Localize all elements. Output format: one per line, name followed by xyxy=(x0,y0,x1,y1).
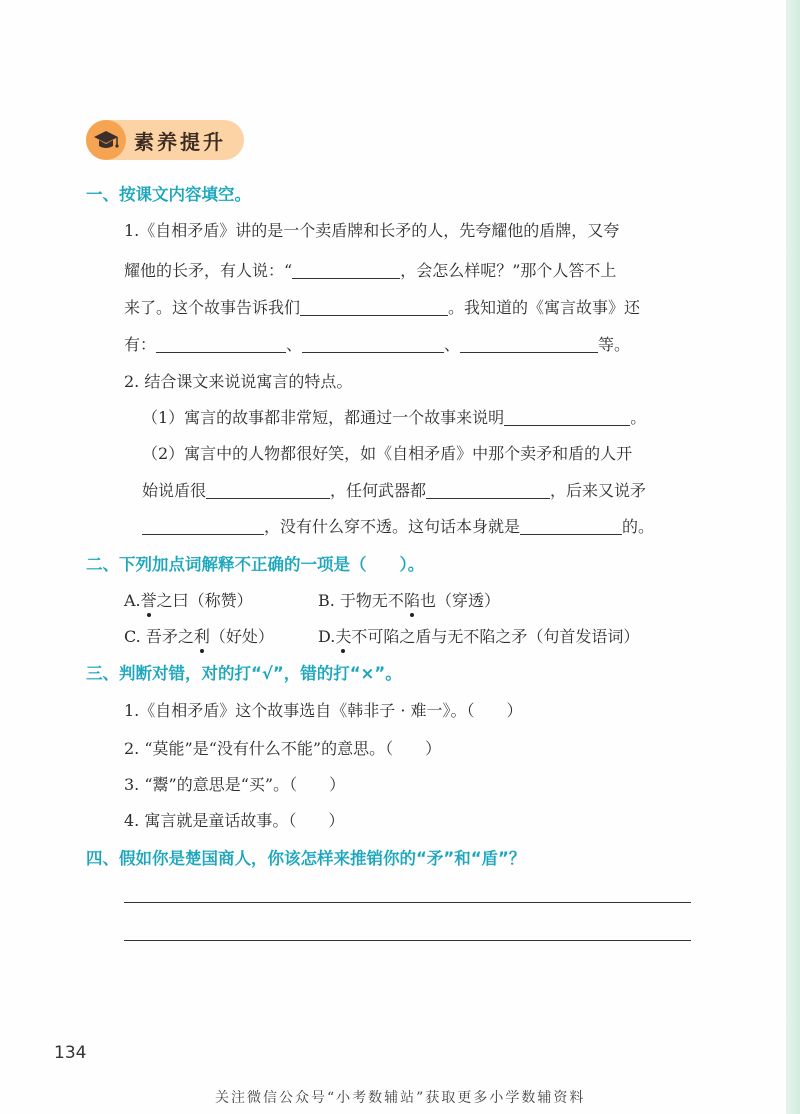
answer-blank[interactable] xyxy=(520,518,622,535)
s3-item: 1.《自相矛盾》这个故事选自《韩非子 · 难一》。（ ） xyxy=(124,701,523,720)
text: 来了。这个故事告诉我们 xyxy=(124,298,301,317)
s1-q1-line4 xyxy=(124,332,630,355)
section-2-title: 二、下列加点词解释不正确的一项是（ ）。 xyxy=(86,555,425,574)
text: ，后来又说矛 xyxy=(550,481,647,500)
text: ，任何武器都 xyxy=(330,481,427,500)
s2-option-b xyxy=(318,588,500,611)
page-edge-stripe xyxy=(786,0,800,1114)
text: 。 xyxy=(630,408,647,427)
answer-blank[interactable] xyxy=(426,482,550,499)
s2-option-a xyxy=(124,588,253,611)
text: 。我知道的《寓言故事》还 xyxy=(448,298,641,317)
text: （1）寓言的故事都非常短，都通过一个故事来说明 xyxy=(142,408,505,427)
graduation-cap-icon xyxy=(86,120,126,160)
badge-title: 素养提升 xyxy=(134,130,226,154)
s3-item: 3. “鬻”的意思是“买”。（ ） xyxy=(124,775,346,794)
s2-option-d xyxy=(318,624,639,647)
text: B. 于物无不 xyxy=(318,591,404,610)
s1-q2-line2 xyxy=(142,405,646,428)
page-number: 134 xyxy=(54,1043,87,1063)
section-3-title: 三、判断对错，对的打“√”，错的打“×”。 xyxy=(86,664,402,683)
section-4-title: 四、假如你是楚国商人，你该怎样来推销你的“矛”和“盾”？ xyxy=(86,849,526,868)
answer-blank[interactable] xyxy=(206,482,330,499)
answer-line[interactable] xyxy=(124,902,691,903)
text: 也（穿透） xyxy=(419,591,500,610)
s1-q2-line5 xyxy=(142,514,654,537)
s3-item: 2. “莫能”是“没有什么不能”的意思。（ ） xyxy=(124,739,442,758)
text: ，没有什么穿不透。这句话本身就是 xyxy=(264,517,521,536)
dotted-char: 利 xyxy=(193,627,210,646)
text: 耀他的长矛，有人说：“ xyxy=(124,261,293,280)
text: A. xyxy=(124,591,141,610)
answer-blank[interactable] xyxy=(156,336,286,353)
text: C. 吾矛之 xyxy=(124,627,194,646)
answer-blank[interactable] xyxy=(292,262,400,279)
s1-q2-line3: （2）寓言中的人物都很好笑，如《自相矛盾》中那个卖矛和盾的人开 xyxy=(142,444,633,463)
text: （好处） xyxy=(209,627,274,646)
s1-q1-line3 xyxy=(124,295,640,318)
text: D. xyxy=(318,627,336,646)
text: 、 xyxy=(444,335,461,354)
dotted-char: 夫 xyxy=(335,627,352,646)
text: 的。 xyxy=(622,517,655,536)
s1-q2-line4 xyxy=(142,478,646,501)
s2-option-c xyxy=(124,624,274,647)
section-badge xyxy=(86,120,244,160)
answer-blank[interactable] xyxy=(300,299,448,316)
s1-q1-line1: 1.《自相矛盾》讲的是一个卖盾牌和长矛的人，先夸耀他的盾牌，又夸 xyxy=(124,221,620,240)
text: 不可陷之盾与无不陷之矛（句首发语词） xyxy=(351,627,640,646)
answer-line[interactable] xyxy=(124,940,691,941)
section-1-title: 一、按课文内容填空。 xyxy=(86,185,251,204)
text: 始说盾很 xyxy=(142,481,207,500)
text: 等。 xyxy=(598,335,631,354)
s1-q2-line1: 2. 结合课文来说说寓言的特点。 xyxy=(124,372,353,391)
text: 有： xyxy=(124,335,157,354)
dotted-char: 陷 xyxy=(403,591,420,610)
s3-item: 4. 寓言就是童话故事。（ ） xyxy=(124,811,345,830)
answer-blank[interactable] xyxy=(460,336,598,353)
dotted-char: 誉 xyxy=(140,591,157,610)
text: ，会怎么样呢？”那个人答不上 xyxy=(400,261,617,280)
s1-q1-line2 xyxy=(124,258,616,281)
answer-blank[interactable] xyxy=(302,336,444,353)
answer-blank[interactable] xyxy=(504,409,630,426)
answer-blank[interactable] xyxy=(142,518,264,535)
footer-note: 关注微信公众号“小考数辅站”获取更多小学数辅资料 xyxy=(215,1090,586,1106)
text: 、 xyxy=(286,335,303,354)
text: 之曰（称赞） xyxy=(156,591,253,610)
